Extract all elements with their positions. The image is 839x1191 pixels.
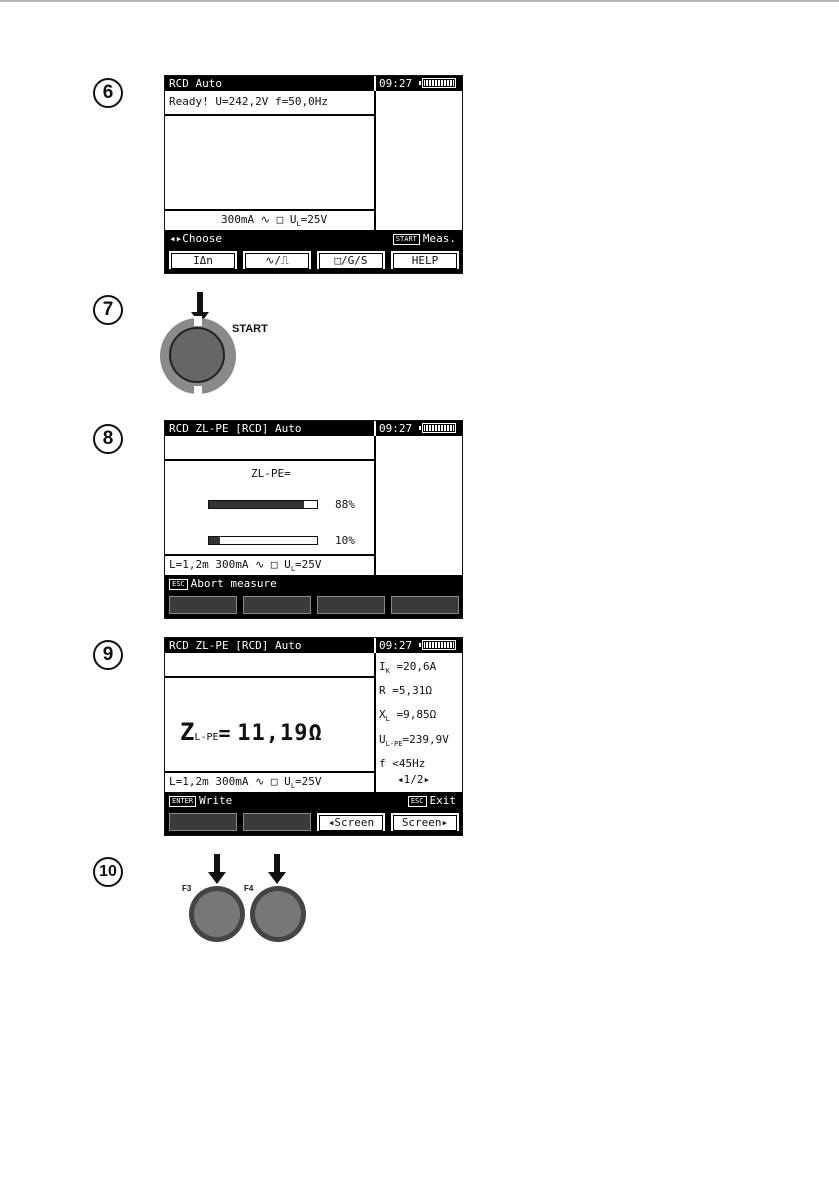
softkey-help[interactable] (391, 251, 459, 269)
hint-exit (408, 792, 456, 809)
softkey-blank[interactable] (317, 596, 385, 614)
params-line (221, 213, 327, 231)
step-number-8: 8 (93, 424, 123, 454)
result-eq: = (218, 721, 231, 745)
start-label: START (232, 323, 268, 335)
f3-button[interactable] (189, 886, 245, 942)
params-tail: =25V (300, 213, 328, 226)
progress-bar (208, 500, 318, 509)
side-value-f: f <45Hz (379, 756, 426, 770)
f3-button-cap (194, 891, 240, 937)
softkey-waveform[interactable] (243, 251, 311, 269)
progress-bar (208, 536, 318, 545)
side-value-ik: $I_K =20,6A$ (379, 660, 437, 676)
divider (374, 436, 376, 575)
clock-text: 09:27 (379, 422, 413, 435)
softkey-blank[interactable] (169, 813, 237, 831)
time-display (376, 638, 462, 653)
softkey-label: □/G/S (319, 253, 383, 269)
softkey-rcd-type[interactable] (317, 251, 385, 269)
softkey-row (165, 809, 462, 835)
softkey-screen-next[interactable] (391, 813, 459, 831)
down-arrow-icon (197, 292, 203, 314)
f4-label: F4 (244, 884, 254, 893)
hint-bar (165, 575, 462, 592)
esc-key-icon: ESC (169, 579, 188, 590)
params-line (169, 558, 322, 576)
progress-percent: 88% (335, 498, 355, 511)
battery-icon (422, 78, 456, 88)
progress-fill (209, 501, 304, 508)
top-rule (0, 0, 839, 2)
hint-exit-text: Exit (429, 794, 456, 807)
battery-icon (422, 423, 456, 433)
clock-text: 09:27 (379, 77, 413, 90)
clock-text: 09:27 (379, 639, 413, 652)
params-tail: =25V (295, 775, 322, 788)
f3-label: F3 (182, 884, 192, 893)
start-button-cap (169, 327, 225, 383)
progress-percent: 10% (335, 534, 355, 547)
step-number-9: 9 (93, 640, 123, 670)
params-sub: L (290, 565, 296, 574)
hint-measure-text: Meas. (422, 232, 456, 245)
esc-key-icon: ESC (408, 796, 427, 807)
softkey-blank[interactable] (169, 596, 237, 614)
hint-measure (393, 230, 456, 247)
f4-button[interactable] (250, 886, 306, 942)
hint-choose: ◂▸Choose (169, 232, 222, 245)
screen-title: RCD Auto (165, 76, 374, 91)
softkey-row (165, 592, 462, 618)
status-line: Ready! U=242,2V f=50,0Hz (169, 95, 328, 108)
hint-write-text: Write (199, 794, 233, 807)
side-value-xl: $X_L =9,85\Omega$ (379, 708, 437, 724)
screen-result (164, 637, 463, 836)
battery-icon (422, 640, 456, 650)
softkey-blank[interactable] (243, 596, 311, 614)
enter-key-icon: ENTER (169, 796, 196, 807)
down-arrow-icon (274, 854, 280, 874)
divider (165, 209, 374, 211)
hint-abort-text: Abort measure (190, 577, 277, 590)
divider (374, 91, 376, 230)
progress-fill (209, 537, 220, 544)
start-button[interactable] (160, 318, 236, 394)
result-sub: L-PE (194, 732, 219, 743)
hint-bar (165, 792, 462, 809)
result-value: 11,19Ω (237, 721, 323, 746)
step-number-10: 10 (93, 857, 123, 887)
divider (374, 653, 376, 792)
time-display (376, 421, 462, 436)
softkey-label: ◂Screen (319, 815, 383, 831)
screen-rcd-auto (164, 75, 463, 274)
params-sub: L (290, 782, 296, 791)
softkey-label: Screen▸ (393, 815, 457, 831)
side-value-r: R =5,31Ω (379, 684, 432, 698)
side-value-ulpe: $U_{L-PE}=239,9V$ (379, 732, 449, 748)
divider (165, 676, 374, 678)
result-symbol: Z (180, 718, 195, 746)
knob-notch (194, 386, 202, 396)
softkey-idn[interactable] (169, 251, 237, 269)
f4-button-cap (255, 891, 301, 937)
softkey-label: ∿/⎍ (245, 253, 309, 269)
params-text: L=1,2m 300mA ∿ □ U (169, 558, 291, 571)
divider (165, 114, 374, 116)
softkey-label: HELP (393, 253, 457, 269)
softkey-label: IΔn (171, 253, 235, 269)
main-result (180, 718, 323, 746)
screen-title: RCD ZL-PE [RCD] Auto (165, 638, 374, 653)
measure-label: ZL-PE= (251, 467, 291, 480)
params-tail: =25V (295, 558, 322, 571)
down-arrow-icon (214, 854, 220, 874)
params-sub: L (296, 220, 301, 229)
knob-notch (194, 316, 202, 326)
softkey-blank[interactable] (243, 813, 311, 831)
step-number-7: 7 (93, 295, 123, 325)
start-key-icon: START (393, 234, 420, 245)
screen-measuring (164, 420, 463, 619)
hint-write (169, 792, 232, 809)
params-text: L=1,2m 300mA ∿ □ U (169, 775, 291, 788)
time-display (376, 76, 462, 91)
step-number-6: 6 (93, 78, 123, 108)
hint-abort (169, 575, 277, 592)
softkey-screen-prev[interactable] (317, 813, 385, 831)
params-text: 300mA ∿ □ U (221, 213, 297, 226)
hint-bar (165, 230, 462, 247)
side-values (379, 657, 449, 778)
params-line (169, 775, 322, 793)
page-indicator: ◂1/2▸ (397, 773, 431, 786)
softkey-row (165, 247, 462, 273)
softkey-blank[interactable] (391, 596, 459, 614)
divider (165, 554, 374, 556)
screen-title: RCD ZL-PE [RCD] Auto (165, 421, 374, 436)
divider (165, 771, 374, 773)
divider (165, 459, 374, 461)
